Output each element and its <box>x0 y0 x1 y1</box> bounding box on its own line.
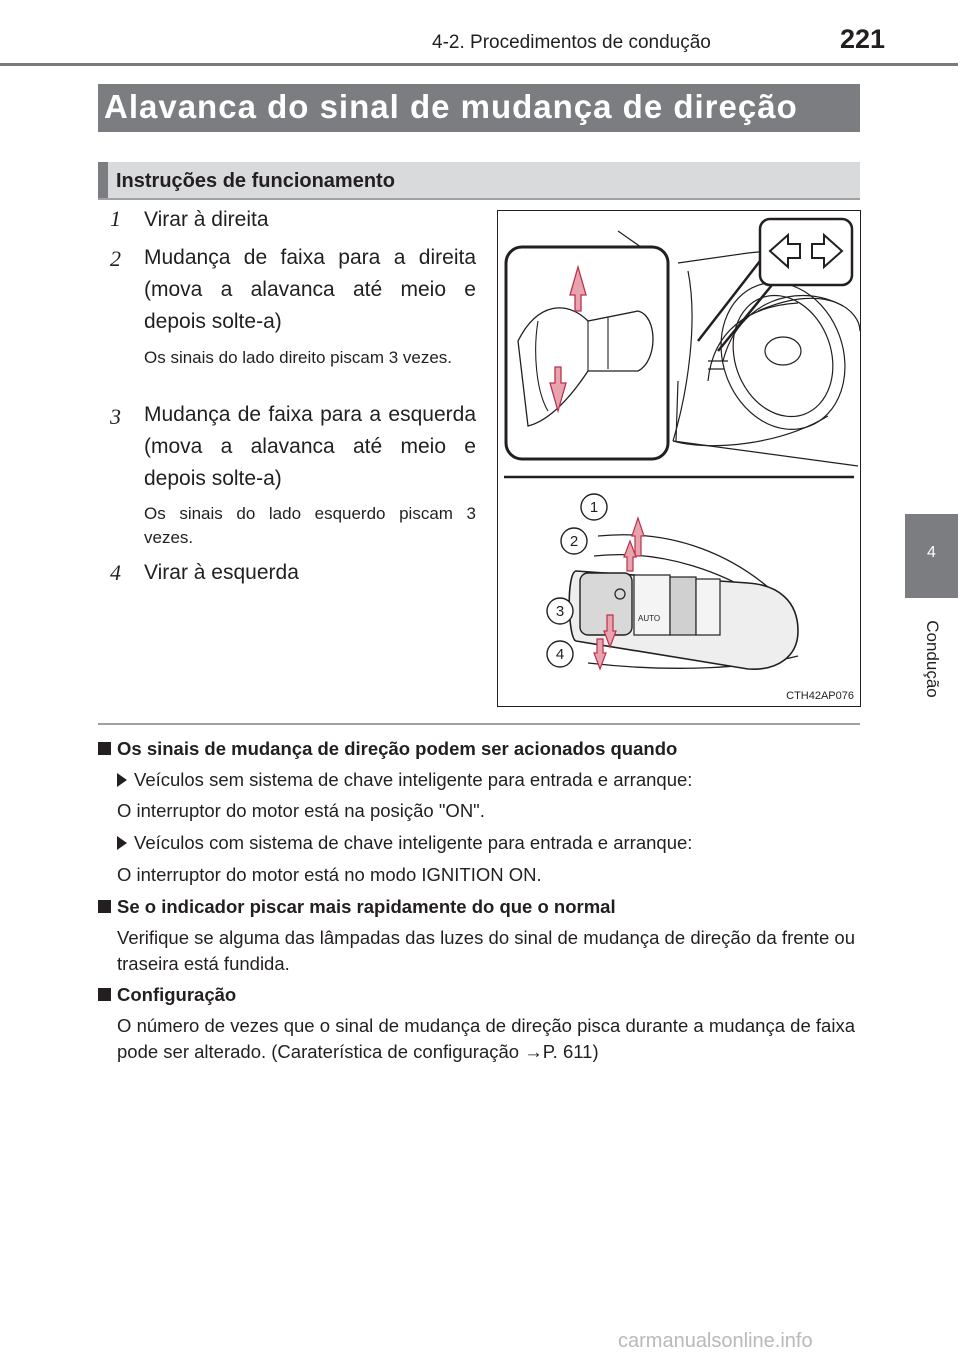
item-note: Os sinais do lado esquerdo piscam 3 vezes. <box>144 504 476 547</box>
item-text: Mudança de faixa para a esquerda (mova a alavanca até meio e depois solte-a) <box>144 403 476 490</box>
subtitle: Instruções de funcionamento <box>116 170 395 192</box>
item-number: 3 <box>110 404 121 429</box>
item-text: Virar à esquerda <box>144 561 299 584</box>
page-number: 221 <box>840 24 886 54</box>
chapter-label <box>905 604 958 714</box>
section-heading <box>98 984 236 1006</box>
bullet-line-text: Veículos com sistema de chave inteligente para entrada e arranque: <box>134 832 693 853</box>
square-bullet-icon <box>98 742 111 755</box>
item-note: Os sinais do lado direito piscam 3 vezes. <box>144 348 453 367</box>
watermark: carmanualsonline.info <box>618 1330 813 1352</box>
item-number: 1 <box>110 206 121 231</box>
subtitle-accent <box>98 162 108 198</box>
section-title: Alavanca do sinal de mudança de direção <box>104 88 798 125</box>
bullet-line <box>117 830 855 856</box>
body-line: O interruptor do motor está no modo IGNITION ON. <box>117 864 542 885</box>
item-text: Virar à direita <box>144 208 269 231</box>
item-text: Mudança de faixa para a direita (mova a alavanca até meio e depois solte-a) <box>144 246 476 333</box>
chapter-tab[interactable] <box>905 514 958 598</box>
square-bullet-icon <box>98 988 111 1001</box>
callout-2: 2 <box>569 533 579 550</box>
callout-1: 1 <box>589 499 599 516</box>
subtitle-divider <box>98 198 860 200</box>
callout-4: 4 <box>555 646 565 663</box>
figure-code: CTH42AP076 <box>786 690 854 702</box>
bullet-line <box>117 767 855 793</box>
triangle-bullet-icon <box>117 773 127 787</box>
section-heading-text: Se o indicador piscar mais rapidamente do que o normal <box>117 896 616 917</box>
content-divider <box>98 723 860 725</box>
chapter-label-text: Condução <box>922 620 942 698</box>
item-number: 4 <box>110 560 121 585</box>
chapter-number: 4 <box>927 544 936 561</box>
section-heading-text: Os sinais de mudança de direção podem ser acionados quando <box>117 738 678 759</box>
section-heading <box>98 896 616 918</box>
section-heading-text: Configuração <box>117 984 237 1005</box>
turn-signal-lever-illustration <box>497 210 861 707</box>
bullet-line-text: Veículos sem sistema de chave inteligente para entrada e arranque: <box>134 769 693 790</box>
body-paragraph: O número de vezes que o sinal de mudança de direção pisca durante a mudança de faixa pode ser alterado. (Caraterística de configuração →P. 611) <box>117 1015 855 1062</box>
illustration-drawing <box>498 211 860 706</box>
section-heading <box>98 738 677 760</box>
lever-auto-label: AUTO <box>638 614 661 623</box>
item-number: 2 <box>110 246 121 271</box>
body-line: O interruptor do motor está na posição "ON". <box>117 800 485 821</box>
header-section-title: 4-2. Procedimentos de condução <box>432 32 711 53</box>
triangle-bullet-icon <box>117 836 127 850</box>
square-bullet-icon <box>98 900 111 913</box>
callout-3: 3 <box>555 603 565 620</box>
body-paragraph: Verifique se alguma das lâmpadas das luzes do sinal de mudança de direção da frente ou traseira está fundida. <box>117 927 855 974</box>
header-divider <box>0 63 958 66</box>
